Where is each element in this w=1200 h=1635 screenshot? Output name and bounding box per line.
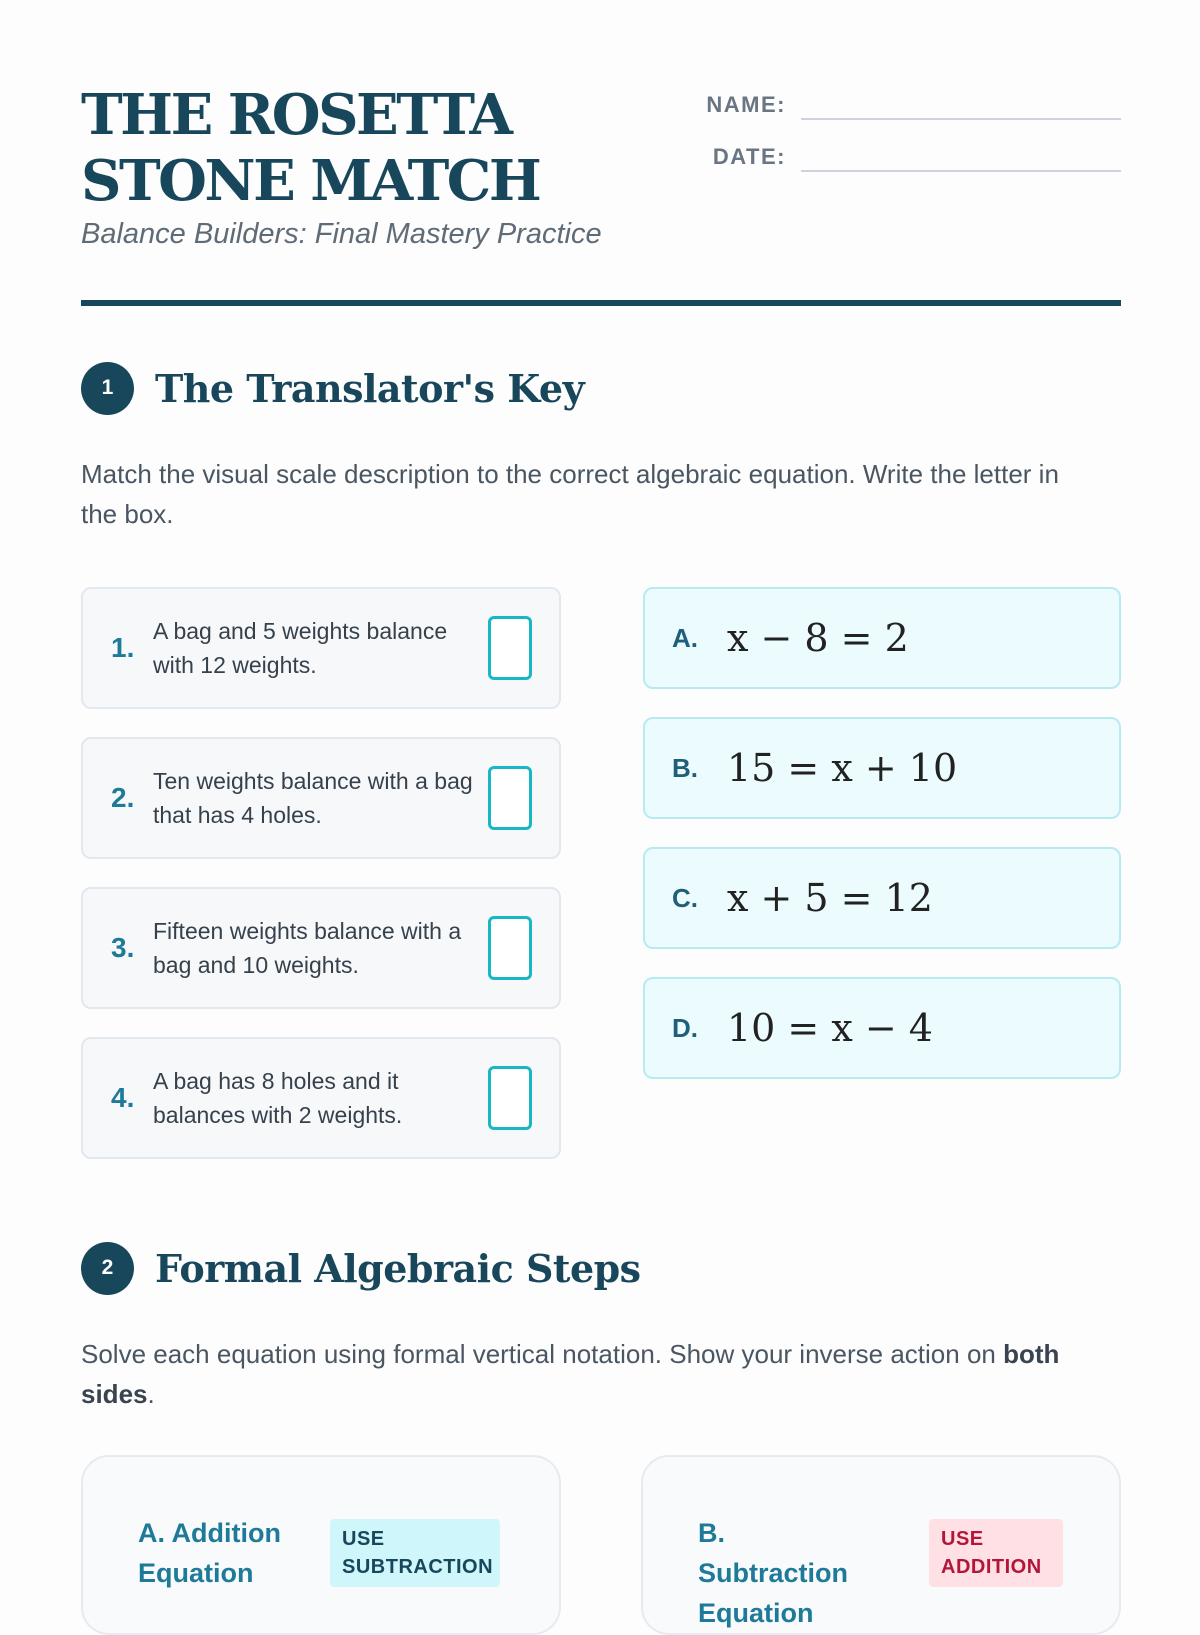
description-card-4 [81,1037,561,1159]
use-subtraction-tag: USE SUBTRACTION [330,1519,500,1587]
description-card-3 [81,887,561,1009]
instructions-period: . [147,1379,155,1409]
section-1-title: The Translator's Key [155,365,585,411]
equation-letter: D. [672,1012,698,1043]
description-number: 1. [111,632,135,663]
description-number: 2. [111,782,135,813]
worksheet-header [81,0,1121,310]
section-1-heading [81,361,584,415]
description-card-1 [81,587,561,709]
description-text: Fifteen weights balance with a bag and 10 weights. [153,918,462,978]
equation-card-d [643,977,1121,1079]
section-2-title: Formal Algebraic Steps [155,1245,641,1291]
instructions-emphasis: both sides [81,1339,1060,1409]
addition-equation-card [81,1455,561,1635]
equation-letter: A. [672,622,698,653]
addition-card-title: A. Addition Equation [138,1518,281,1588]
date-line[interactable] [801,170,1121,172]
equation-text: x + 5 = 12 [727,876,933,920]
equation-text: 15 = x + 10 [727,746,958,790]
section-1-instructions: Match the visual scale description to the correct algebraic equation. Write the letter in the box. [81,459,1059,529]
instructions-text: Solve each equation using formal vertical notation. Show your inverse action on [81,1339,996,1369]
answer-box-4[interactable] [488,1066,532,1130]
header-divider [81,300,1121,306]
worksheet-page [81,0,1121,1628]
answer-box-1[interactable] [488,616,532,680]
subtraction-card-title: B. Subtraction Equation [698,1518,849,1628]
description-number: 3. [111,932,135,963]
name-field[interactable] [701,86,1121,126]
equation-text: 10 = x − 4 [727,1006,933,1050]
equation-card-c [643,847,1121,949]
page-title: THE ROSETTA STONE MATCH [81,82,540,214]
section-1-badge: 1 [81,362,134,415]
use-addition-tag: USE ADDITION [929,1519,1063,1587]
section-2-instructions [81,1334,1091,1414]
equation-letter: B. [672,752,698,783]
description-text: A bag has 8 holes and it balances with 2 weights. [153,1068,403,1128]
description-number: 4. [111,1082,135,1113]
date-field[interactable] [701,138,1121,178]
page-subtitle: Balance Builders: Final Mastery Practice [81,218,602,250]
description-text: A bag and 5 weights balance with 12 weights. [153,618,448,678]
subtraction-equation-card [641,1455,1121,1635]
equation-card-a [643,587,1121,689]
name-line[interactable] [801,118,1121,120]
description-card-2 [81,737,561,859]
section-2-badge: 2 [81,1242,134,1295]
equation-text: x − 8 = 2 [727,616,909,660]
section-2-heading [81,1241,641,1295]
answer-box-3[interactable] [488,916,532,980]
answer-box-2[interactable] [488,766,532,830]
date-label: DATE: [712,144,786,169]
description-text: Ten weights balance with a bag that has 4 holes. [153,768,473,828]
equation-card-b [643,717,1121,819]
name-label: NAME: [706,92,786,117]
equation-letter: C. [672,882,698,913]
